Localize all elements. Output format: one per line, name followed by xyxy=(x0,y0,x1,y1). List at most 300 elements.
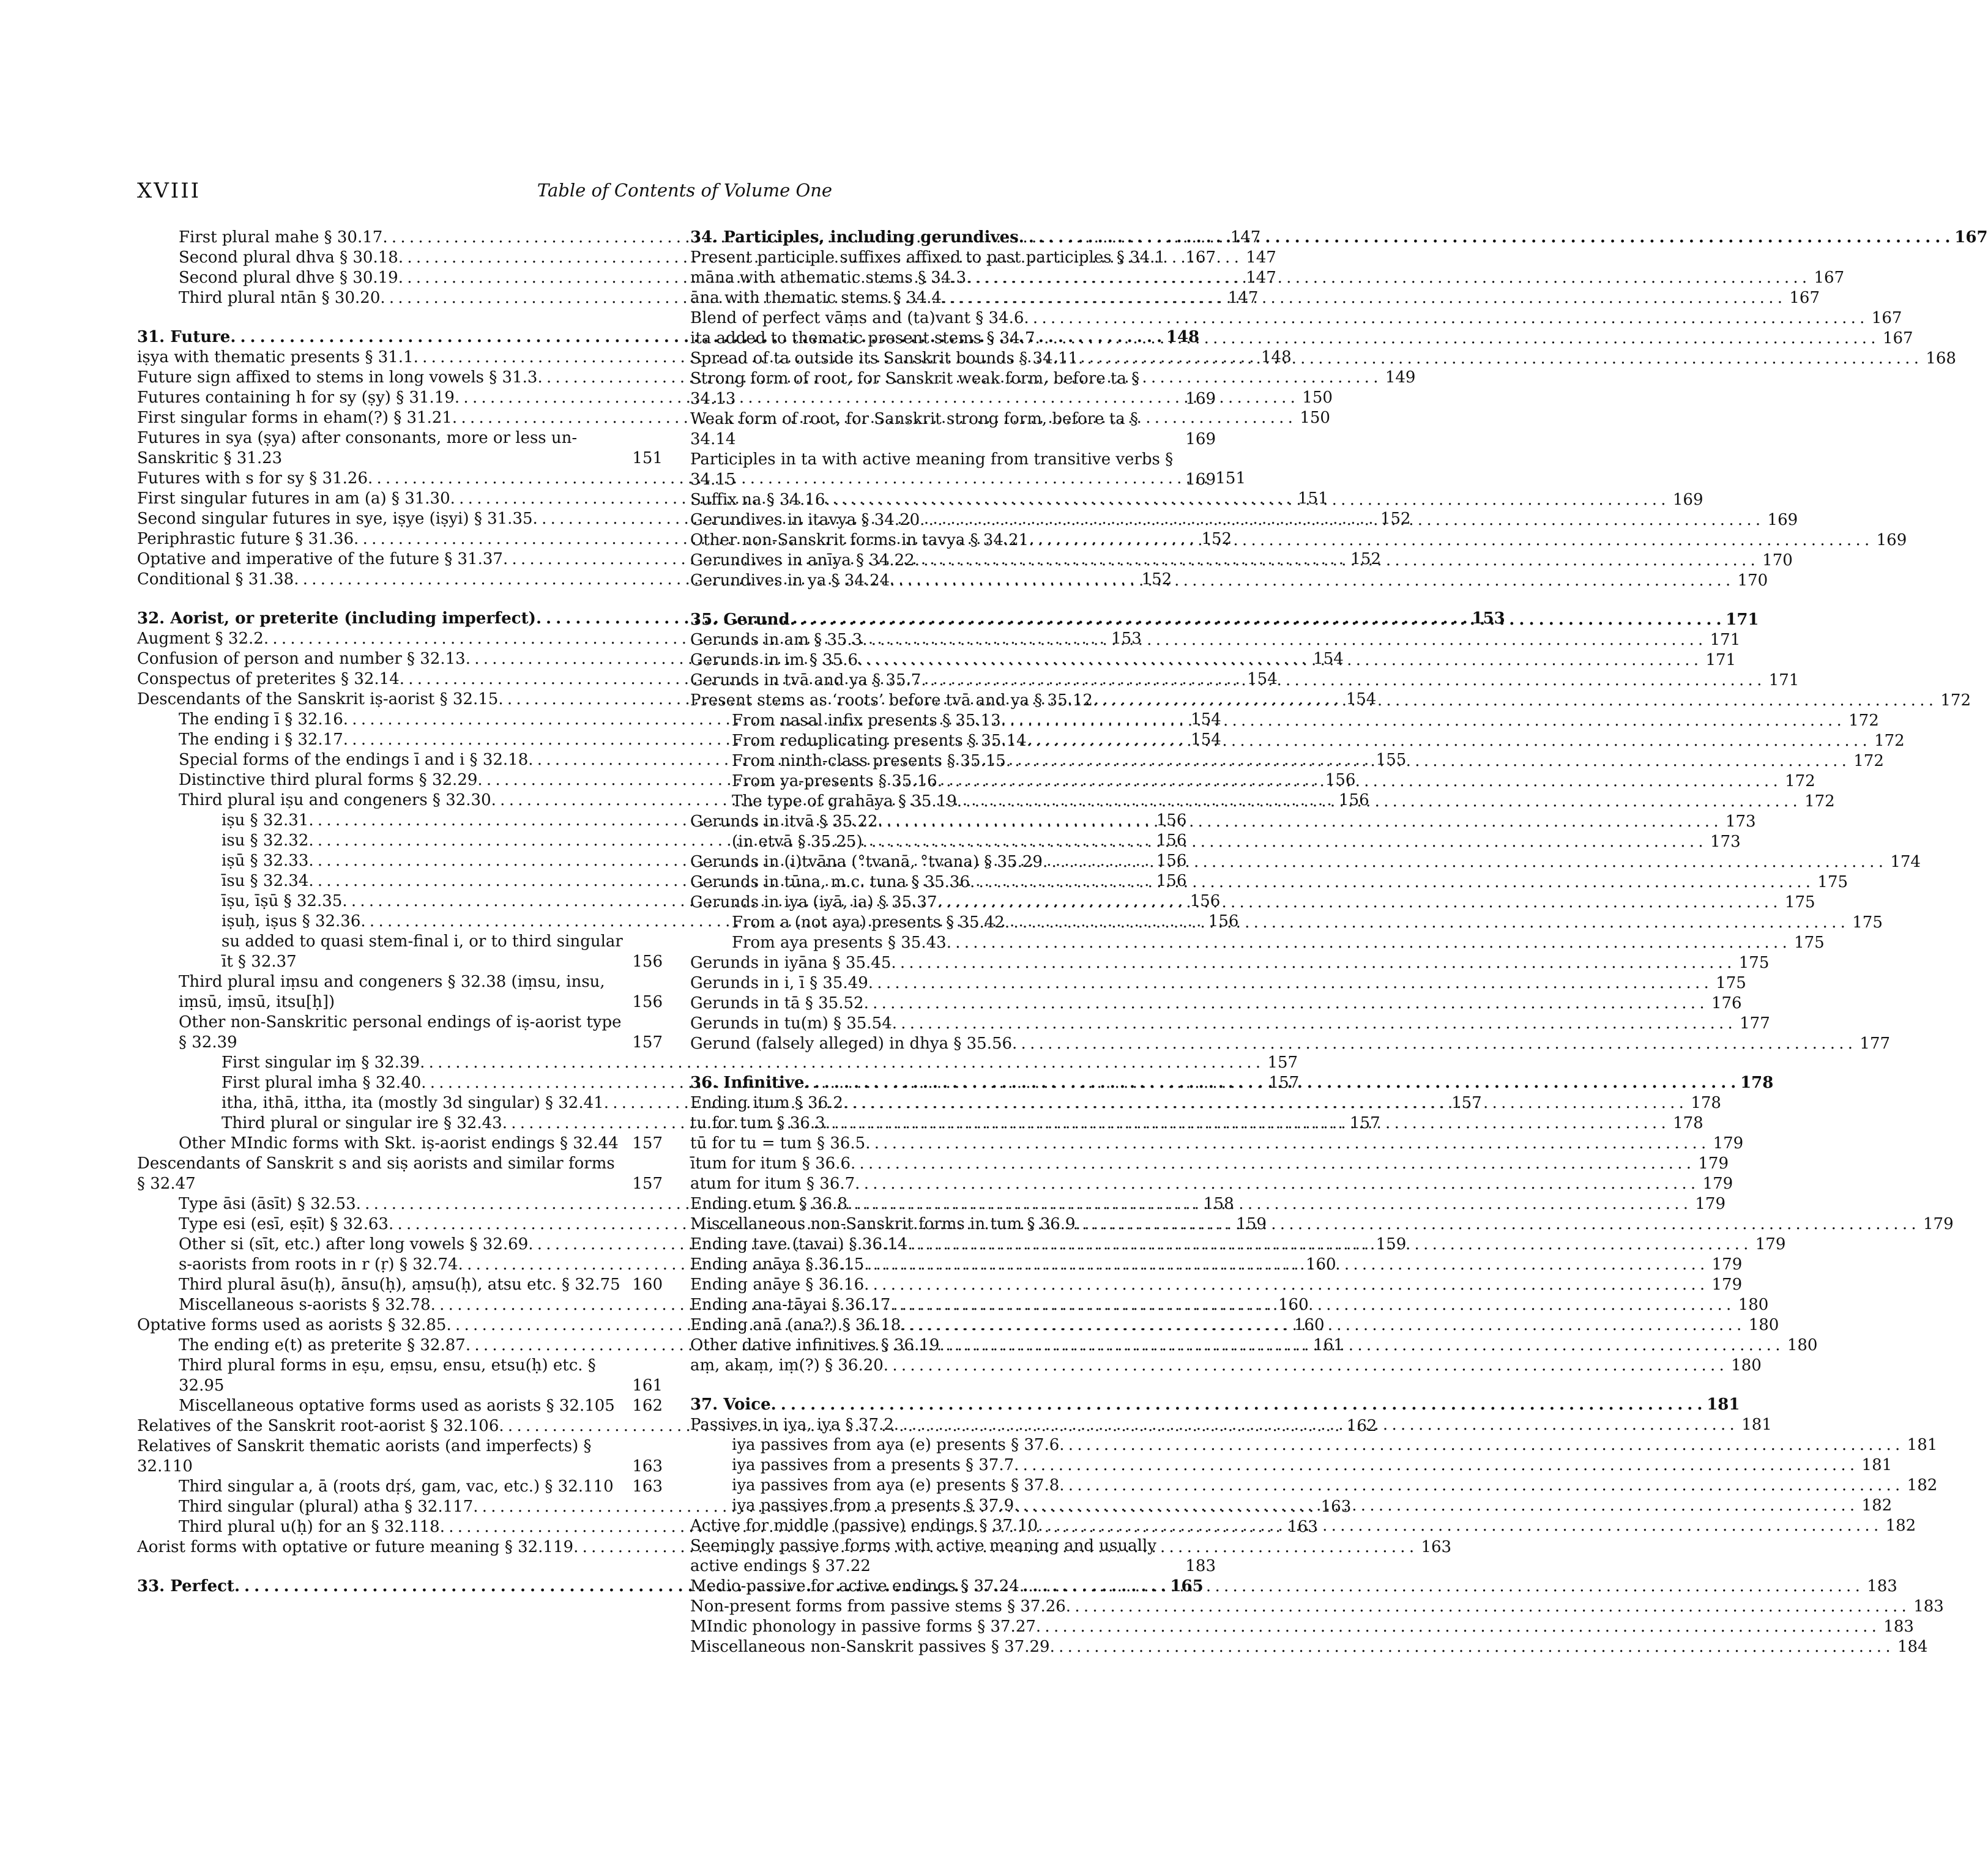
running-title: Table of Contents of Volume One xyxy=(537,180,833,201)
toc-entry-title: Medio-passive for active endings § 37.24 xyxy=(690,1577,1019,1595)
toc-entry-page: 148 xyxy=(1261,348,1292,366)
toc-entry-title: 37. Voice xyxy=(690,1395,771,1414)
toc-entry xyxy=(690,409,1216,450)
dot-leader xyxy=(825,490,1665,510)
toc-entry-page: 147 xyxy=(1230,228,1261,247)
toc-entry-title: MIndic phonology in passive forms § 37.27 xyxy=(690,1617,1036,1636)
dot-leader xyxy=(864,1255,1704,1275)
toc-entry-title: Participles in ta with active meaning from transitive verbs § 34.15 xyxy=(690,450,1174,489)
toc-entry-title: Gerunds in iya (iyā, ia) § 35.37 xyxy=(690,893,937,912)
toc-entry xyxy=(137,408,1330,428)
toc-entry-page: 156 xyxy=(1208,912,1239,930)
toc-entry-page: 175 xyxy=(1817,873,1848,891)
toc-entry xyxy=(690,872,1848,893)
toc-entry-title: (in etvā § 35.25) xyxy=(732,833,863,851)
toc-entry xyxy=(690,1536,1216,1576)
toc-entry xyxy=(690,308,1902,329)
toc-entry-page: 160 xyxy=(1294,1316,1325,1334)
toc-entry xyxy=(690,1435,1938,1455)
toc-entry-page: 179 xyxy=(1711,1255,1743,1274)
toc-entry xyxy=(690,993,1742,1014)
dot-leader xyxy=(937,771,1778,792)
toc-entry-title: From ya-presents § 35.16 xyxy=(732,772,937,790)
toc-entry xyxy=(690,711,1879,731)
toc-entry-title: Gerunds in am § 35.3 xyxy=(690,631,863,649)
toc-entry-title: Ending itum § 36.2 xyxy=(690,1094,843,1112)
dot-leader xyxy=(1043,852,1883,872)
toc-entry-page: 156 xyxy=(632,952,663,971)
toc-entry-title: From nasal infix presents § 35.13 xyxy=(732,711,1001,730)
toc-entry-page: 165 xyxy=(1170,1577,1204,1595)
toc-entry-page: 181 xyxy=(1707,1395,1740,1414)
toc-entry-title: First plural mahe § 30.17 xyxy=(179,228,383,247)
toc-entry-page: 180 xyxy=(1748,1316,1779,1334)
toc-entry-title: Other si (sīt, etc.) after long vowels § 32.69 xyxy=(179,1235,529,1253)
toc-entry-page: 179 xyxy=(1695,1195,1726,1213)
toc-entry xyxy=(690,450,1216,490)
dot-leader xyxy=(1035,329,1875,349)
toc-entry-title: Gerunds in im § 35.6 xyxy=(690,651,858,669)
toc-entry-page: 147 xyxy=(1227,289,1259,307)
toc-entry-page: 159 xyxy=(1236,1215,1267,1233)
toc-entry-title: Ending etum § 36.8 xyxy=(690,1195,847,1213)
toc-entry-page: 147 xyxy=(1246,269,1276,287)
toc-entry-title: Second plural dhve § 30.19 xyxy=(179,269,398,287)
toc-entry-page: 178 xyxy=(1740,1074,1774,1092)
toc-entry-title: Gerundives in ya § 34.24 xyxy=(690,571,890,590)
toc-entry xyxy=(690,1154,1729,1174)
toc-entry-title: Gerundives in itavya § 34.20 xyxy=(690,511,920,529)
dot-leader xyxy=(858,650,1698,670)
toc-entry-title: Third plural or singular ire § 32.43 xyxy=(222,1114,502,1132)
toc-section-heading xyxy=(690,1395,1740,1415)
toc-entry-title: Miscellaneous non-Sanskrit passives § 37.29 xyxy=(690,1638,1050,1656)
toc-entry-page: 152 xyxy=(1141,570,1172,589)
toc-entry-page: 151 xyxy=(632,449,663,467)
toc-entry-title: īsu § 32.34 xyxy=(222,872,309,890)
toc-entry-page: 152 xyxy=(1380,510,1411,528)
toc-entry-title: su added to quasi stem-final i, or to third singular īt § 32.37 xyxy=(222,932,623,971)
toc-entry-title: Third plural iṣu and congeners § 32.30 xyxy=(179,791,491,809)
toc-entry-page: 181 xyxy=(1741,1416,1772,1434)
toc-entry-title: Type esi (esī, eṣīt) § 32.63 xyxy=(179,1215,389,1233)
toc-entry-page: 184 xyxy=(1897,1638,1928,1656)
toc-entry-page: 160 xyxy=(1278,1296,1309,1314)
dot-leader xyxy=(851,1154,1691,1174)
toc-entry-page: 173 xyxy=(1710,833,1741,851)
toc-entry xyxy=(690,953,1770,973)
toc-entry xyxy=(137,1012,663,1053)
toc-entry-title: Gerunds in tu(m) § 35.54 xyxy=(690,1014,892,1033)
toc-entry-page: 157 xyxy=(1350,1114,1380,1132)
toc-entry-page: 156 xyxy=(1156,831,1187,850)
toc-entry-title: First singular futures in am (a) § 31.30 xyxy=(137,489,450,508)
toc-entry-page: 167 xyxy=(1814,269,1845,287)
toc-entry-title: 32. Aorist, or preterite (including imperfect) xyxy=(137,609,536,628)
toc-entry-title: Ending anāye § 36.16 xyxy=(690,1276,865,1294)
dot-leader xyxy=(957,792,1797,812)
toc-entry xyxy=(137,368,1416,388)
toc-entry-title: First singular forms in eham(?) § 31.21 xyxy=(137,409,452,427)
toc-entry-page: 179 xyxy=(1698,1154,1729,1173)
toc-entry-title: Futures containing h for sy (ṣy) § 31.19 xyxy=(137,388,455,407)
toc-entry-title: Miscellaneous s-aorists § 32.78 xyxy=(179,1296,431,1314)
toc-entry-page: 175 xyxy=(1794,934,1825,952)
toc-entry-title: Spread of ta outside its Sanskrit bounds § 34.11 xyxy=(690,349,1078,368)
dot-leader xyxy=(864,993,1704,1014)
dot-leader xyxy=(805,1073,1736,1093)
toc-entry-title: Aorist forms with optative or future meaning § 32.119 xyxy=(137,1538,574,1556)
toc-entry-page: 151 xyxy=(1298,489,1328,508)
dot-leader xyxy=(843,1093,1683,1113)
toc-entry-page: 168 xyxy=(1926,349,1956,368)
toc-entry-page: 170 xyxy=(1762,551,1793,570)
toc-entry-title: Present stems as ‘roots’ before tvā and ya § 35.12 xyxy=(690,691,1093,710)
toc-entry xyxy=(137,1477,663,1497)
toc-entry-title: Third plural iṃsu and congeners § 32.38 (iṃsu, insu, iṃsū, iṃsū, itsu[ḥ]) xyxy=(179,973,605,1011)
toc-entry-title: Futures with s for sy § 31.26 xyxy=(137,469,368,488)
page-number: XVIII xyxy=(137,179,201,203)
dot-leader xyxy=(1076,1214,1916,1235)
toc-entry-title: Second singular futures in sye, iṣye (iṣyi) § 31.35 xyxy=(137,510,533,528)
toc-entry-page: 175 xyxy=(1852,913,1883,932)
toc-entry-title: Gerunds in tā § 35.52 xyxy=(690,994,864,1012)
toc-entry-page: 163 xyxy=(1287,1518,1318,1536)
dot-leader xyxy=(947,933,1787,953)
toc-entry-title: Gerunds in tvā and ya § 35.7 xyxy=(690,671,921,689)
toc-entry-title: Optative and imperative of the future § 31.37 xyxy=(137,550,503,568)
toc-entry-title: Third plural u(ḥ) for an § 32.118 xyxy=(179,1518,440,1536)
dot-leader xyxy=(890,571,1730,591)
toc-entry-title: Third plural ntān § 30.20 xyxy=(179,289,381,307)
toc-entry-page: 177 xyxy=(1740,1014,1770,1033)
toc-entry-page: 180 xyxy=(1787,1336,1818,1354)
toc-entry-title: Third singular a, ā (roots dṛś, gam, vac, etc.) § 32.110 xyxy=(179,1477,614,1496)
toc-entry-title: Gerundives in anīya § 34.22 xyxy=(690,551,915,570)
toc-entry-title: iya passives from aya (e) presents § 37.6 xyxy=(732,1436,1060,1454)
toc-entry-title: Miscellaneous optative forms used as aorists § 32.105 xyxy=(179,1397,615,1415)
toc-entry-title: Future sign affixed to stems in long vowels § 31.3 xyxy=(137,368,538,387)
dot-leader xyxy=(901,1315,1741,1335)
toc-entry-title: Other MIndic forms with Skt. iṣ-aorist endings § 32.44 xyxy=(179,1134,619,1153)
toc-entry xyxy=(137,1134,663,1154)
toc-entry-title: Gerunds in iyāna § 35.45 xyxy=(690,954,892,972)
toc-entry-page: 155 xyxy=(1376,751,1407,769)
toc-entry-title: Gerunds in (i)tvāna (°tvanā, °tvana) § 35.29 xyxy=(690,853,1043,871)
dot-leader xyxy=(907,1235,1748,1255)
toc-entry-title: āna with thematic stems § 34.4 xyxy=(690,289,942,307)
toc-entry-page: 163 xyxy=(1320,1498,1352,1516)
dot-leader xyxy=(1019,228,1950,248)
toc-entry-page: 167 xyxy=(1954,228,1988,247)
toc-entry-title: isu § 32.32 xyxy=(222,831,309,850)
toc-entry-page: 179 xyxy=(1711,1276,1743,1294)
dot-leader xyxy=(1014,1496,1854,1516)
toc-entry-page: 152 xyxy=(1201,530,1232,548)
toc-entry xyxy=(690,1134,1744,1154)
toc-entry-page: 180 xyxy=(1731,1356,1762,1375)
toc-entry-page: 179 xyxy=(1702,1175,1733,1193)
toc-entry-page: 156 xyxy=(1325,771,1356,789)
toc-entry-title: Gerund (falsely alleged) in dhya § 35.56 xyxy=(690,1034,1013,1053)
toc-entry-title: Third plural forms in eṣu, eṃsu, ensu, etsu(ḥ) etc. § 32.95 xyxy=(179,1356,596,1395)
toc-entry-page: 175 xyxy=(1784,893,1815,912)
toc-entry-page: 156 xyxy=(1339,791,1369,809)
toc-entry-page: 154 xyxy=(1346,690,1377,708)
toc-entry xyxy=(690,973,1746,993)
toc-entry-title: The ending ī § 32.16 xyxy=(179,710,343,729)
toc-entry-title: Futures in sya (ṣya) after consonants, more or less un-Sanskritic § 31.23 xyxy=(137,429,578,467)
toc-entry-page: 183 xyxy=(1883,1617,1914,1636)
toc-entry-title: Descendants of the Sanskrit iṣ-aorist § 32.15 xyxy=(137,690,499,708)
toc-entry-title: iṣu § 32.31 xyxy=(222,811,309,830)
toc-entry-title: 34. Participles, including gerundives xyxy=(690,228,1019,247)
dot-leader xyxy=(1001,711,1841,731)
toc-entry-page: 167 xyxy=(1789,289,1820,307)
toc-entry-page: 171 xyxy=(1768,671,1800,689)
toc-entry-page: 178 xyxy=(1691,1094,1721,1112)
toc-entry-page: 149 xyxy=(1385,368,1416,387)
toc-entry-page: 150 xyxy=(1300,409,1330,427)
toc-entry-title: Suffix na § 34.16 xyxy=(690,491,825,509)
toc-entry-title: Ending anāya § 36.15 xyxy=(690,1255,865,1274)
toc-entry xyxy=(137,1356,663,1396)
toc-entry-page: 159 xyxy=(1376,1235,1407,1253)
toc-entry-page: 171 xyxy=(1726,611,1759,629)
toc-entry-page: 172 xyxy=(1848,711,1879,730)
toc-entry xyxy=(690,1275,1743,1295)
toc-entry-title: Third plural āsu(ḥ), ānsu(ḥ), aṃsu(ḥ), atsu etc. § 32.75 xyxy=(179,1276,620,1294)
toc-entry xyxy=(137,1275,663,1295)
toc-entry xyxy=(690,1597,1944,1617)
toc-entry-title: Conditional § 31.38 xyxy=(137,570,294,589)
toc-entry-title: Gerunds in itvā § 35.22 xyxy=(690,812,878,831)
toc-entry-title: īṣu, īṣū § 32.35 xyxy=(222,892,343,910)
dot-leader xyxy=(790,610,1721,630)
toc-entry xyxy=(690,1576,1897,1597)
toc-entry-page: 169 xyxy=(1185,470,1216,489)
toc-entry-page: 153 xyxy=(1111,629,1142,648)
toc-entry-page: 152 xyxy=(1350,550,1381,568)
dot-leader xyxy=(970,872,1810,893)
toc-entry xyxy=(690,1637,1928,1657)
toc-entry-title: iya passives from a presents § 37.9 xyxy=(732,1496,1014,1515)
dot-leader xyxy=(1005,913,1845,933)
dot-leader xyxy=(1078,349,1918,369)
toc-entry-page: 182 xyxy=(1861,1496,1893,1515)
toc-entry-page: 167 xyxy=(1882,329,1913,347)
toc-entry xyxy=(690,1356,1762,1376)
toc-entry-page: 157 xyxy=(632,1175,663,1193)
toc-entry xyxy=(690,832,1741,852)
toc-entry-title: Relatives of the Sanskrit root-aorist § 32.106 xyxy=(137,1417,499,1435)
toc-entry xyxy=(690,933,1825,953)
dot-leader xyxy=(1066,1597,1906,1617)
toc-entry-title: Weak form of root, for Sanskrit strong form, before ta § 34.14 xyxy=(690,410,1138,448)
toc-entry-title: 31. Future xyxy=(137,328,231,346)
toc-entry-title: 36. Infinitive xyxy=(690,1074,805,1092)
toc-entry-page: 169 xyxy=(1185,430,1216,448)
toc-entry-title: s-aorists from roots in r (ṛ) § 32.74 xyxy=(179,1255,458,1274)
dot-leader xyxy=(1012,1034,1852,1054)
toc-entry-title: atum for itum § 36.7 xyxy=(690,1175,855,1193)
toc-entry-title: Distinctive third plural forms § 32.29 xyxy=(179,771,478,789)
toc-entry-page: 173 xyxy=(1725,812,1756,831)
page-header xyxy=(137,179,1232,209)
toc-entry-title: Second plural dhva § 30.18 xyxy=(179,248,398,267)
toc-entry-title: Descendants of Sanskrit s and siṣ aorists and similar forms § 32.47 xyxy=(137,1154,615,1193)
toc-entry-page: 182 xyxy=(1885,1517,1916,1535)
toc-entry-title: Special forms of the endings ī and i § 32.18 xyxy=(179,751,529,769)
toc-entry xyxy=(690,812,1756,832)
toc-entry-page: 157 xyxy=(1267,1053,1298,1072)
toc-entry-page: 183 xyxy=(1185,1557,1216,1575)
dot-leader xyxy=(915,551,1755,571)
toc-entry-page: 156 xyxy=(632,993,663,1011)
dot-leader xyxy=(1036,1617,1876,1637)
toc-entry-page: 163 xyxy=(632,1457,663,1476)
toc-entry xyxy=(690,1034,1891,1054)
toc-entry xyxy=(137,1396,663,1416)
dot-leader xyxy=(1027,731,1867,751)
toc-entry xyxy=(137,1053,1298,1073)
toc-entry-page: 177 xyxy=(1860,1034,1891,1053)
dot-leader xyxy=(878,812,1718,832)
dot-leader xyxy=(855,1174,1695,1194)
dot-leader xyxy=(894,1415,1734,1435)
toc-entry-title: Relatives of Sanskrit thematic aorists (and imperfects) § 32.110 xyxy=(137,1437,592,1476)
toc-entry-title: Active for middle (passive) endings § 37.10 xyxy=(690,1517,1038,1535)
toc-entry-page: 154 xyxy=(1191,710,1221,729)
toc-entry-title: Gerunds in tūna, m.c. tuna § 35.36 xyxy=(690,873,970,891)
toc-entry-page: 171 xyxy=(1705,651,1737,669)
toc-entry-title: Other non-Sanskrit forms in tavya § 34.21 xyxy=(690,531,1029,549)
dot-leader xyxy=(1038,1516,1878,1536)
toc-entry-page: 179 xyxy=(1755,1235,1786,1253)
toc-entry-page: 162 xyxy=(1346,1417,1377,1435)
toc-entry-page: 175 xyxy=(1738,954,1770,972)
toc-entry-title: tū for tu = tum § 36.5 xyxy=(690,1134,866,1153)
toc-entry-page: 181 xyxy=(1861,1456,1893,1474)
toc-entry-page: 180 xyxy=(1738,1296,1769,1314)
dot-leader xyxy=(939,1335,1779,1356)
toc-entry-title: 33. Perfect xyxy=(137,1577,234,1595)
dot-leader xyxy=(847,1194,1688,1214)
toc-entry-title: Type āsi (āsīt) § 32.53 xyxy=(179,1195,356,1213)
toc-entry-title: Seemingly passive forms with active meaning and usually active endings § 37.22 xyxy=(690,1537,1156,1575)
dot-leader xyxy=(1014,1455,1854,1476)
toc-entry xyxy=(690,1476,1938,1496)
toc-entry-title: iya passives from aya (e) presents § 37.8 xyxy=(732,1476,1060,1495)
toc-entry-page: 157 xyxy=(632,1033,663,1052)
toc-entry-page: 169 xyxy=(1672,491,1703,509)
dot-leader xyxy=(1024,308,1864,329)
toc-entry-page: 169 xyxy=(1185,390,1216,408)
toc-entry-page: 161 xyxy=(1313,1336,1344,1354)
toc-entry xyxy=(690,1617,1914,1637)
toc-entry xyxy=(137,1154,663,1194)
toc-entry xyxy=(137,428,663,469)
dot-leader xyxy=(1093,691,1933,711)
toc-entry-page: 156 xyxy=(1156,852,1187,870)
toc-entry-page: 167 xyxy=(1185,248,1216,267)
dot-leader xyxy=(942,288,1782,308)
toc-entry-page: 161 xyxy=(632,1376,663,1395)
dot-leader xyxy=(1059,1476,1899,1496)
dot-leader xyxy=(864,1275,1704,1295)
toc-entry-title: Passives in iya, iya § 37.2 xyxy=(690,1416,894,1434)
toc-entry-page: 154 xyxy=(1191,730,1221,749)
toc-entry xyxy=(690,1455,1893,1476)
toc-entry-page: 158 xyxy=(1204,1195,1234,1213)
dot-leader xyxy=(890,1295,1730,1315)
toc-entry-page: 156 xyxy=(1156,872,1187,890)
toc-entry-page: 150 xyxy=(1302,388,1333,407)
toc-entry xyxy=(690,893,1815,913)
toc-entry-page: 162 xyxy=(632,1397,663,1415)
dot-leader xyxy=(1006,751,1846,771)
toc-entry-title: iṣuḥ, iṣus § 32.36 xyxy=(222,912,361,930)
toc-entry xyxy=(137,932,663,972)
toc-entry-title: First plural imha § 32.40 xyxy=(222,1074,422,1092)
dot-leader xyxy=(966,268,1806,288)
dot-leader xyxy=(1029,530,1869,551)
toc-entry-title: Augment § 32.2 xyxy=(137,629,264,648)
toc-entry-page: 183 xyxy=(1867,1577,1897,1595)
toc-entry xyxy=(690,329,1913,349)
toc-entry-title: Ending tave (tavai) § 36.14 xyxy=(690,1235,908,1253)
toc-entry-page: 172 xyxy=(1940,691,1971,710)
toc-entry-page: 172 xyxy=(1853,752,1884,770)
toc-entry-title: itha, ithā, ittha, ita (mostly 3d singular) § 32.41 xyxy=(222,1094,604,1112)
toc-entry-title: Strong form of root, for Sanskrit weak form, before ta § 34.13 xyxy=(690,369,1140,408)
toc-entry-page: 163 xyxy=(1421,1538,1452,1556)
toc-entry-page: 167 xyxy=(1871,309,1902,327)
toc-entry xyxy=(137,1436,663,1477)
toc-entry-title: aṃ, akaṃ, iṃ(?) § 36.20 xyxy=(690,1356,884,1375)
toc-entry-page: 172 xyxy=(1804,792,1835,811)
dot-leader xyxy=(862,630,1702,650)
toc-entry-title: From aya presents § 35.43 xyxy=(732,934,947,952)
dot-leader xyxy=(892,1014,1732,1034)
toc-entry-page: 172 xyxy=(1785,772,1815,790)
toc-entry-page: 169 xyxy=(1767,511,1798,529)
toc-entry-title: The ending e(t) as preterite § 32.87 xyxy=(179,1336,466,1354)
toc-entry-page: 170 xyxy=(1737,571,1768,590)
toc-entry-page: 171 xyxy=(1710,631,1741,649)
toc-entry-title: Third singular (plural) atha § 32.117 xyxy=(179,1498,474,1516)
toc-entry-title: iya passives from a presents § 37.7 xyxy=(732,1456,1014,1474)
toc-entry-title: Conspectus of preterites § 32.14 xyxy=(137,670,400,688)
toc-entry-title: 35. Gerund xyxy=(690,611,790,629)
toc-entry-title: First singular iṃ § 32.39 xyxy=(222,1053,420,1072)
toc-entry-page: 169 xyxy=(1876,531,1907,549)
toc-entry-page: 154 xyxy=(1247,670,1278,688)
toc-entry xyxy=(137,972,663,1012)
toc-entry-title: Miscellaneous non-Sanskrit forms in tum § 36.9 xyxy=(690,1215,1076,1233)
toc-entry-title: iṣū § 32.33 xyxy=(222,852,309,870)
toc-entry-title: From reduplicating presents § 35.14 xyxy=(732,732,1027,750)
toc-entry xyxy=(690,1014,1770,1034)
toc-entry-page: 182 xyxy=(1907,1476,1938,1495)
toc-entry-title: ītum for itum § 36.6 xyxy=(690,1154,851,1173)
toc-entry xyxy=(690,630,1741,650)
toc-entry xyxy=(690,248,1216,268)
dot-leader xyxy=(825,1113,1666,1134)
toc-entry-page: 156 xyxy=(1156,811,1187,830)
toc-entry-page: 157 xyxy=(1451,1094,1482,1112)
dot-leader xyxy=(1059,1435,1899,1455)
